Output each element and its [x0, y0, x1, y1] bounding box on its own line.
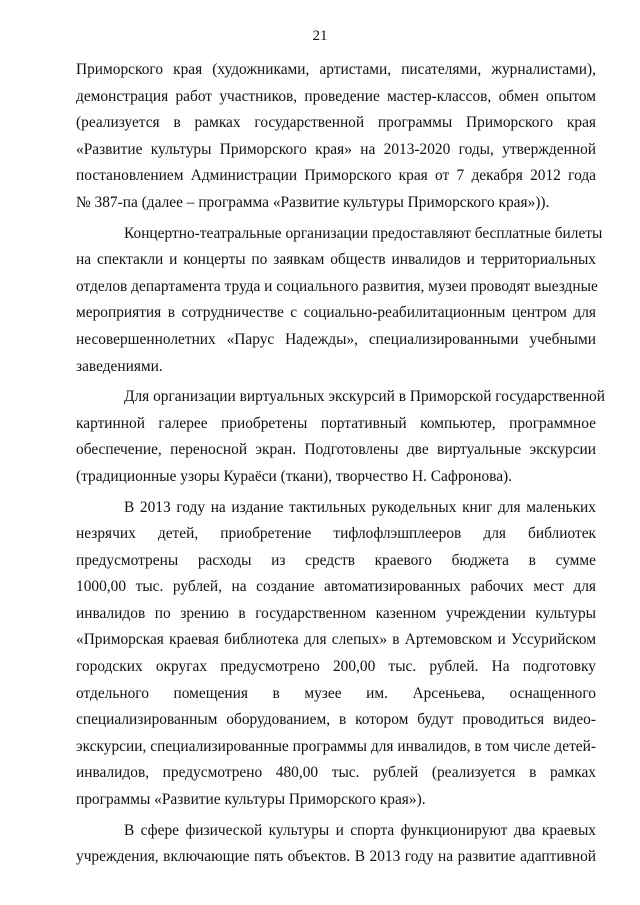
text-line: 1000,00 тыс. рублей, на создание автоматизированных рабочих мест для	[76, 578, 596, 596]
paragraph	[76, 57, 596, 217]
text-line: постановлением Администрации Приморского края от 7 декабря 2012 года	[76, 167, 596, 185]
text-line: Концертно-театральные организации предоставляют бесплатные билеты	[124, 224, 603, 242]
text-line: на спектакли и концерты по заявкам обществ инвалидов и территориальных	[76, 251, 596, 269]
text-line: «Развитие культуры Приморского края» на 2013-2020 годы, утвержденной	[76, 140, 596, 158]
text-line: отдельного помещения в музее им. Арсеньева, оснащенного	[76, 684, 596, 702]
text-line: несовершеннолетних «Парус Надежды», специализированными учебными	[76, 330, 596, 348]
text-line: обеспечение, переносной экран. Подготовлены две виртуальные экскурсии	[76, 441, 596, 459]
text-line: инвалидов по зрению в государственном казенном учреждении культуры	[76, 604, 596, 622]
text-line: (реализуется в рамках государственной программы Приморского края	[76, 114, 596, 132]
text-line: программы «Развитие культуры Приморского края»).	[76, 791, 426, 809]
paragraph	[76, 495, 596, 814]
text-line: № 387-па (далее – программа «Развитие культуры Приморского края»)).	[76, 193, 550, 211]
text-line: мероприятия в сотрудничестве с социально-реабилитационным центром для	[76, 304, 596, 322]
text-line: картинной галерее приобретены портативный компьютер, программное	[76, 414, 596, 432]
text-line: В сфере физической культуры и спорта функционируют два краевых	[124, 821, 596, 839]
text-line: отделов департамента труда и социального развития, музеи проводят выездные	[76, 277, 598, 295]
text-line: предусмотрены расходы из средств краевого бюджета в сумме	[76, 551, 596, 569]
text-line: заведениями.	[76, 357, 163, 375]
text-line: городских округах предусмотрено 200,00 тыс. рублей. На подготовку	[76, 658, 596, 676]
text-line: Приморского края (художниками, артистами, писателями, журналистами),	[76, 61, 596, 78]
text-line: «Приморская краевая библиотека для слепых» в Артемовском и Уссурийском	[76, 631, 596, 649]
paragraph	[76, 384, 605, 490]
text-line: В 2013 году на издание тактильных рукодельных книг для маленьких	[124, 498, 596, 516]
text-line: Для организации виртуальных экскурсий в Приморской государственной	[124, 388, 605, 406]
text-line: незрячих детей, приобретение тифлофлэшплееров для библиотек	[76, 525, 596, 543]
text-line: специализированным оборудованием, в котором будут проводиться видео-	[76, 711, 596, 729]
text-line: инвалидов, предусмотрено 480,00 тыс. рублей (реализуется в рамках	[76, 764, 596, 782]
text-line: учреждения, включающие пять объектов. В 2013 году на развитие адаптивной	[76, 848, 596, 866]
paragraph	[76, 221, 603, 381]
page-number: 21	[312, 28, 328, 44]
text-line: (традиционные узоры Кураёси (ткани), творчество Н. Сафронова).	[76, 467, 513, 485]
text-line: демонстрация работ участников, проведение мастер-классов, обмен опытом	[76, 87, 596, 105]
text-line: экскурсии, специализированные программы для инвалидов, в том числе детей-	[76, 737, 596, 755]
paragraph	[76, 818, 596, 871]
document-body	[76, 57, 605, 871]
